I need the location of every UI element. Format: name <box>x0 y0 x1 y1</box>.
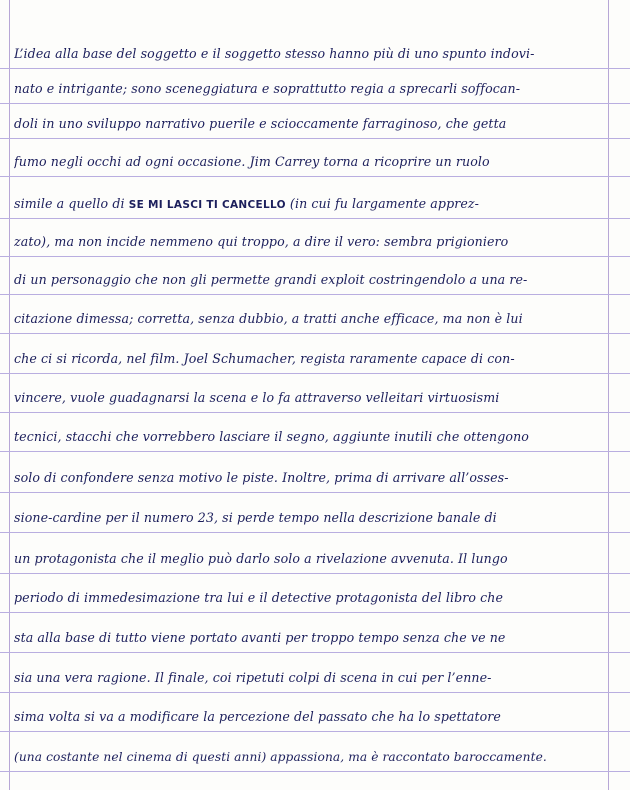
ruled-line <box>0 532 630 533</box>
ruled-line <box>0 612 630 613</box>
text-line: (una costante nel cinema di questi anni) appassiona, ma è raccontato baroccamente. <box>14 750 547 764</box>
ruled-line <box>0 412 630 413</box>
ruled-line <box>0 731 630 732</box>
ruled-line <box>0 176 630 177</box>
ruled-line <box>0 68 630 69</box>
ruled-line <box>0 138 630 139</box>
ruled-line <box>0 103 630 104</box>
text-line: solo di confondere senza motivo le piste. Inoltre, prima di arrivare all’osses- <box>14 470 509 485</box>
ruled-line <box>0 294 630 295</box>
ruled-line <box>0 218 630 219</box>
ruled-line <box>0 451 630 452</box>
text-line: fumo negli occhi ad ogni occasione. Jim Carrey torna a ricoprire un ruolo <box>14 154 490 169</box>
text-line: sia una vera ragione. Il finale, coi ripetuti colpi di scena in cui per l’enne- <box>14 670 492 685</box>
text-line: di un personaggio che non gli permette grandi exploit costringendolo a una re- <box>14 272 528 287</box>
right-margin-line <box>608 0 609 790</box>
ruled-line <box>0 652 630 653</box>
ruled-line <box>0 573 630 574</box>
ruled-line <box>0 373 630 374</box>
text-segment: (in cui fu largamente apprez- <box>285 196 480 211</box>
ruled-line <box>0 692 630 693</box>
text-line: zato), ma non incide nemmeno qui troppo, a dire il vero: sembra prigioniero <box>14 234 509 249</box>
text-line: nato e intrigante; sono sceneggiatura e soprattutto regia a sprecarli soffocan- <box>14 81 521 96</box>
text-line <box>14 190 608 218</box>
text-line: tecnici, stacchi che vorrebbero lasciare il segno, aggiunte inutili che ottengono <box>14 429 529 444</box>
text-line: citazione dimessa; corretta, senza dubbio, a tratti anche efficace, ma non è lui <box>14 311 523 326</box>
ruled-line <box>0 333 630 334</box>
text-line: sima volta si va a modificare la percezione del passato che ha lo spettatore <box>14 709 501 724</box>
text-line: periodo di immedesimazione tra lui e il detective protagonista del libro che <box>14 590 504 605</box>
text-line: L’idea alla base del soggetto e il soggetto stesso hanno più di uno spunto indovi- <box>14 46 535 61</box>
text-line: vincere, vuole guadagnarsi la scena e lo fa attraverso velleitari virtuosismi <box>14 390 500 405</box>
ruled-line <box>0 492 630 493</box>
ruled-line <box>0 256 630 257</box>
text-line: un protagonista che il meglio può darlo solo a rivelazione avvenuta. Il lungo <box>14 551 508 566</box>
text-line: che ci si ricorda, nel film. Joel Schumacher, regista raramente capace di con- <box>14 351 515 366</box>
text-line: sione-cardine per il numero 23, si perde tempo nella descrizione banale di <box>14 510 497 525</box>
ruled-line <box>0 771 630 772</box>
left-margin-line <box>9 0 10 790</box>
text-segment: simile a quello di <box>14 196 129 211</box>
text-line: sta alla base di tutto viene portato avanti per troppo tempo senza che ve ne <box>14 630 506 645</box>
text-line: doli in uno sviluppo narrativo puerile e scioccamente farraginoso, che getta <box>14 116 507 131</box>
film-title: SE MI LASCI TI CANCELLO <box>128 199 286 211</box>
